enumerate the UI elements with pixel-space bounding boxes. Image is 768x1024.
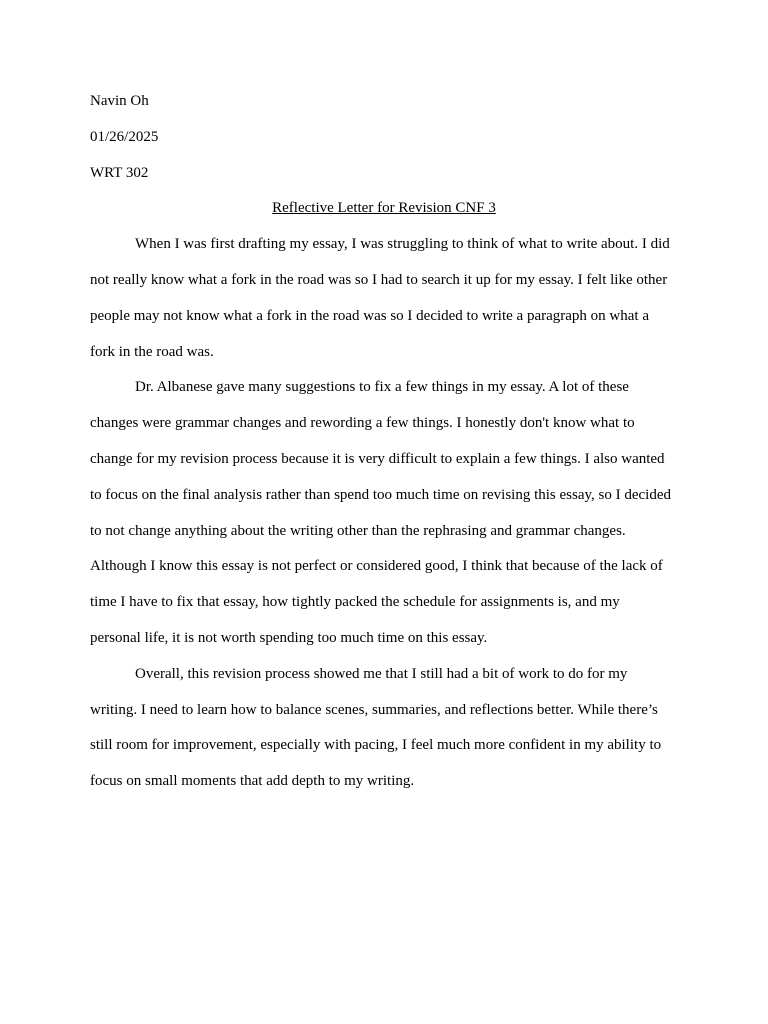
document-body: [90, 84, 690, 800]
paragraph-line: Dr. Albanese gave many suggestions to fix a few things in my essay. A lot of these: [135, 379, 629, 396]
paragraph-line: When I was first drafting my essay, I was struggling to think of what to write about. I did: [135, 236, 670, 253]
paragraph-line: to focus on the final analysis rather than spend too much time on revising this essay, so I decided: [90, 486, 671, 503]
date: 01/26/2025: [90, 128, 159, 145]
paragraph-line: still room for improvement, especially with pacing, I feel much more confident in my ability to: [90, 737, 662, 754]
paragraph-2: [90, 370, 690, 656]
course-code: WRT 302: [90, 164, 149, 181]
paragraph-line: changes were grammar changes and rewording a few things. I honestly don't know what to: [90, 415, 635, 432]
paragraph-line: people may not know what a fork in the road was so I decided to write a paragraph on what a: [90, 307, 649, 324]
paragraph-line: writing. I need to learn how to balance scenes, summaries, and reflections better. While there’s: [90, 701, 658, 718]
paragraph-line: change for my revision process because it is very difficult to explain a few things. I also wanted: [90, 450, 665, 467]
paragraph-line: Although I know this essay is not perfect or considered good, I think that because of the lack of: [90, 558, 663, 575]
paragraph-line: to not change anything about the writing other than the rephrasing and grammar changes.: [90, 522, 626, 539]
paragraph-line: fork in the road was.: [90, 343, 214, 360]
document-title: Reflective Letter for Revision CNF 3: [272, 200, 496, 217]
author-name: Navin Oh: [90, 93, 149, 109]
paragraph-line: personal life, it is not worth spending too much time on this essay.: [90, 629, 488, 646]
paragraph-line: not really know what a fork in the road was so I had to search it up for my essay. I felt like other: [90, 271, 668, 288]
paragraph-line: time I have to fix that essay, how tightly packed the schedule for assignments is, and my: [90, 594, 620, 611]
paragraph-3: [90, 657, 690, 800]
paragraph-line: focus on small moments that add depth to my writing.: [90, 773, 415, 790]
paragraph-line: Overall, this revision process showed me that I still had a bit of work to do for my: [135, 665, 628, 682]
paragraph-1: [90, 227, 690, 370]
